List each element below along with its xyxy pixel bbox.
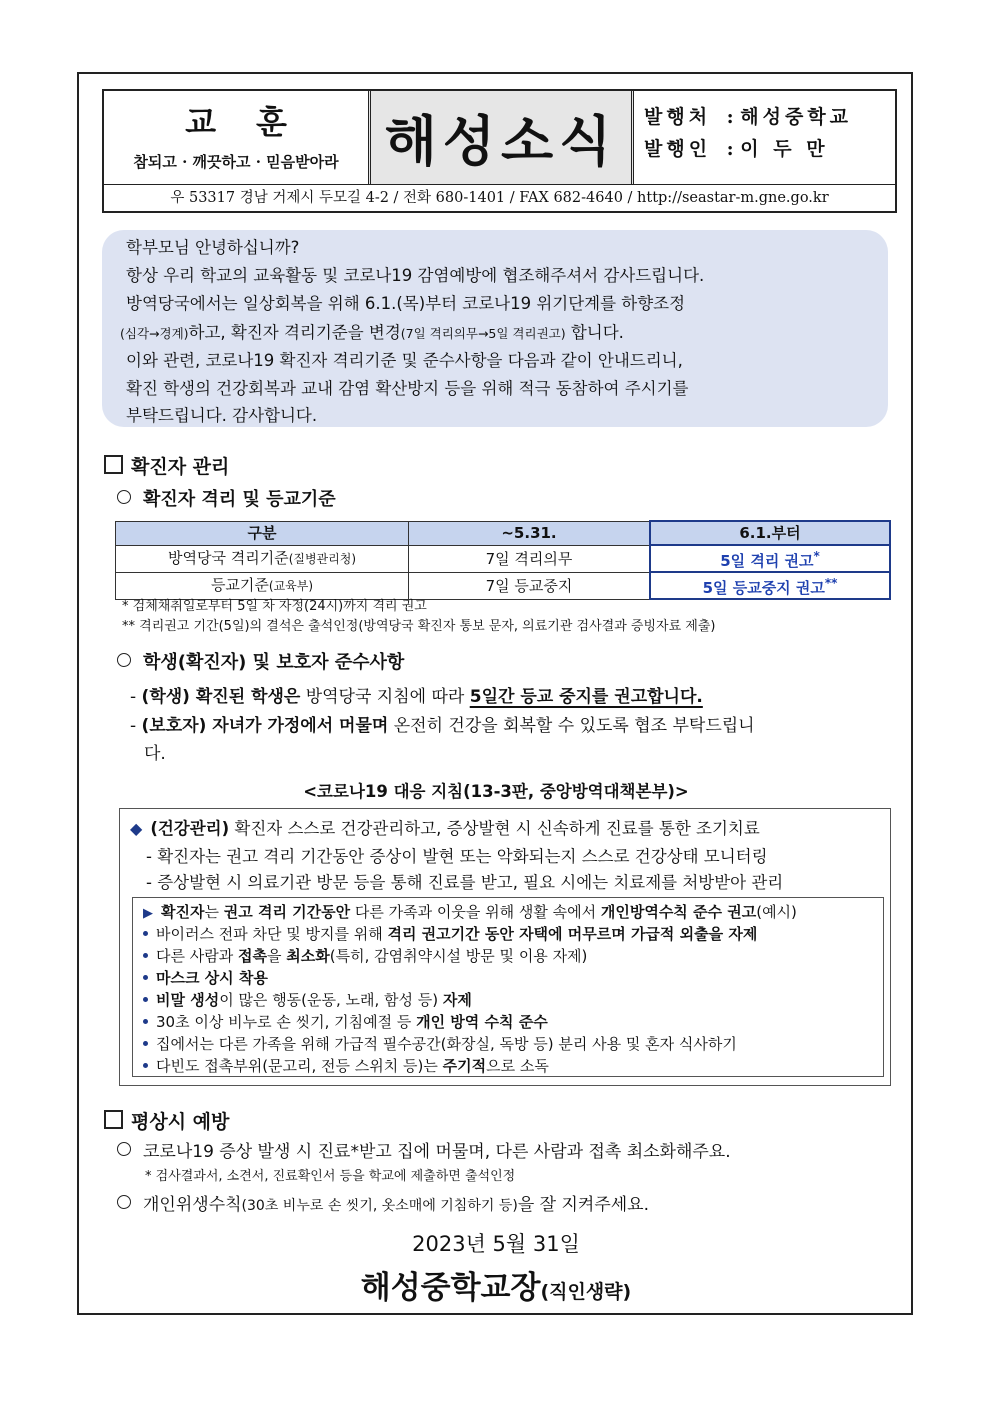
prevention-item: 코로나19 증상 발생 시 진료*받고 집에 머물며, 다른 사람과 접촉 최소화해주요. bbox=[117, 1137, 731, 1162]
greeting-line: 부탁드립니다. 감사합니다. bbox=[126, 406, 318, 425]
school-address: 우 53317 경남 거제시 두모길 4-2 / 전화 680-1401 / FAX 682-4640 / http://seastar-m.gne.go.kr bbox=[170, 190, 829, 206]
table-cell: 5일 격리 권고* bbox=[650, 545, 890, 572]
circle-bullet-icon bbox=[117, 490, 131, 504]
motto-text: 참되고 · 깨끗하고 · 믿음받아라 bbox=[133, 153, 339, 171]
guide-item: 다빈도 접촉부위(문고리, 전등 스위치 등)는 주기적으로 소독 bbox=[137, 1055, 549, 1076]
triangle-bullet-icon: ▶ bbox=[143, 906, 153, 921]
checkbox-square-icon bbox=[104, 455, 123, 474]
greeting-line: 학부모님 안녕하십니까? bbox=[126, 238, 300, 257]
publisher-info: 발행처 : 해성중학교 발행인 : 이 두 만 bbox=[644, 101, 889, 165]
guide-box bbox=[119, 808, 891, 1086]
publisher-label: 발행처 bbox=[644, 106, 712, 128]
issue-date: 2023년 5월 31일 bbox=[412, 1232, 580, 1256]
table-cell: 등교기준(교육부) bbox=[116, 572, 409, 599]
rule-line-cont: 다. bbox=[144, 744, 166, 764]
guide-item: 마스크 상시 착용 bbox=[137, 967, 268, 988]
greeting-line: 항상 우리 학교의 교육활동 및 코로나19 감염예방에 협조해주셔서 감사드립니다. bbox=[126, 266, 705, 285]
newsletter-header bbox=[102, 89, 897, 213]
guide-item: 집에서는 다른 가족을 위해 가급적 필수공간(화장실, 독방 등) 분리 사용 및 혼자 식사하기 bbox=[137, 1033, 737, 1054]
greeting-line: (심각→경계)하고, 확진자 격리기준을 변경(7일 격리의무→5일 격리권고) 합니다. bbox=[120, 323, 624, 342]
table-cell: 7일 등교중지 bbox=[409, 572, 651, 599]
dot-bullet-icon bbox=[143, 931, 148, 936]
circle-bullet-icon bbox=[117, 1142, 131, 1156]
issuer-label: 발행인 bbox=[644, 138, 712, 160]
footnote: ** 격리권고 기간(5일)의 결석은 출석인정(방역당국 확진자 통보 문자, 의료기관 검사결과 증빙자료 제출) bbox=[122, 619, 716, 634]
dot-bullet-icon bbox=[143, 997, 148, 1002]
publisher-value: 해성중학교 bbox=[740, 106, 853, 128]
guide-item: 다른 사람과 접촉을 최소화(특히, 감염취약시설 방문 및 이용 자제) bbox=[137, 945, 587, 966]
guide-item: ▶ 확진자는 권고 격리 기간동안 다른 가족과 이웃을 위해 생활 속에서 개인방역수칙 준수 권고(예시) bbox=[143, 903, 797, 921]
greeting-line: 확진 학생의 건강회복과 교내 감염 확산방지 등을 위해 적극 동참하여 주시기를 bbox=[126, 379, 689, 398]
dot-bullet-icon bbox=[143, 1063, 148, 1068]
dot-bullet-icon bbox=[143, 953, 148, 958]
footnote: * 검체채취일로부터 5일 차 자정(24시)까지 격리 권고 bbox=[122, 599, 427, 614]
prevention-item: 개인위생수칙(30초 비누로 손 씻기, 옷소매에 기침하기 등)을 잘 지켜주세요. bbox=[117, 1190, 649, 1215]
signature: 해성중학교장(직인생략) bbox=[360, 1270, 632, 1306]
newsletter-title: 해성소식 bbox=[384, 109, 618, 173]
issuer-value: 이 두 만 bbox=[740, 138, 829, 160]
guide-line: ◆ (건강관리) 확진자 스스로 건강관리하고, 증상발현 시 신속하게 진료를 통한 조기치료 bbox=[130, 819, 760, 838]
motto-title: 교훈 bbox=[185, 103, 327, 141]
table-header-row bbox=[116, 521, 891, 545]
dot-bullet-icon bbox=[143, 1041, 148, 1046]
header-top-row bbox=[104, 91, 895, 185]
school-motto bbox=[104, 91, 368, 184]
guide-inner-box bbox=[132, 897, 884, 1077]
table-header: ~5.31. bbox=[409, 521, 651, 545]
dot-bullet-icon bbox=[143, 975, 148, 980]
table-header: 6.1.부터 bbox=[650, 521, 890, 545]
guide-title: <코로나19 대응 지침(13-3판, 중앙방역대책본부)> bbox=[303, 782, 689, 801]
greeting-line: 방역당국에서는 일상회복을 위해 6.1.(목)부터 코로나19 위기단계를 하향조정 bbox=[126, 294, 686, 313]
title-box bbox=[368, 91, 634, 184]
guide-line: - 증상발현 시 의료기관 방문 등을 통해 진료를 받고, 필요 시에는 치료제를 처방받아 관리 bbox=[146, 873, 784, 892]
table-header: 구분 bbox=[116, 521, 409, 545]
rule-line: - (학생) 확진된 학생은 방역당국 지침에 따라 5일간 등교 중지를 권고합니다. bbox=[130, 687, 703, 707]
table-row bbox=[116, 545, 891, 572]
guide-item: 30초 이상 비누로 손 씻기, 기침예절 등 개인 방역 수칙 준수 bbox=[137, 1011, 548, 1032]
table-cell: 5일 등교중지 권고** bbox=[650, 572, 890, 599]
table-cell: 7일 격리의무 bbox=[409, 545, 651, 572]
guide-item: 바이러스 전파 차단 및 방지를 위해 격리 권고기간 동안 자택에 머무르며 가급적 외출을 자제 bbox=[137, 923, 757, 944]
circle-bullet-icon bbox=[117, 653, 131, 667]
dot-bullet-icon bbox=[143, 1019, 148, 1024]
circle-bullet-icon bbox=[117, 1195, 131, 1209]
diamond-bullet-icon: ◆ bbox=[130, 819, 143, 838]
section-title: 평상시 예방 bbox=[104, 1107, 229, 1134]
footnote: * 검사결과서, 소견서, 진료확인서 등을 학교에 제출하면 출석인정 bbox=[145, 1169, 516, 1184]
rule-line: - (보호자) 자녀가 가정에서 머물며 온전히 건강을 회복할 수 있도록 협조 부탁드립니 bbox=[130, 716, 755, 736]
subsection-title: 학생(확진자) 및 보호자 준수사항 bbox=[117, 648, 404, 674]
greeting-box bbox=[102, 230, 888, 427]
section-title: 확진자 관리 bbox=[104, 452, 229, 479]
table-cell: 방역당국 격리기준(질병관리청) bbox=[116, 545, 409, 572]
guide-line: - 확진자는 권고 격리 기간동안 증상이 발현 또는 악화되는지 스스로 건강상태 모니터링 bbox=[146, 847, 768, 866]
quarantine-table bbox=[115, 520, 891, 600]
subsection-title: 확진자 격리 및 등교기준 bbox=[117, 485, 336, 511]
greeting-line: 이와 관련, 코로나19 확진자 격리기준 및 준수사항을 다음과 같이 안내드리니, bbox=[126, 351, 683, 370]
guide-item: 비말 생성이 많은 행동(운동, 노래, 함성 등) 자제 bbox=[137, 989, 472, 1010]
checkbox-square-icon bbox=[104, 1110, 123, 1129]
